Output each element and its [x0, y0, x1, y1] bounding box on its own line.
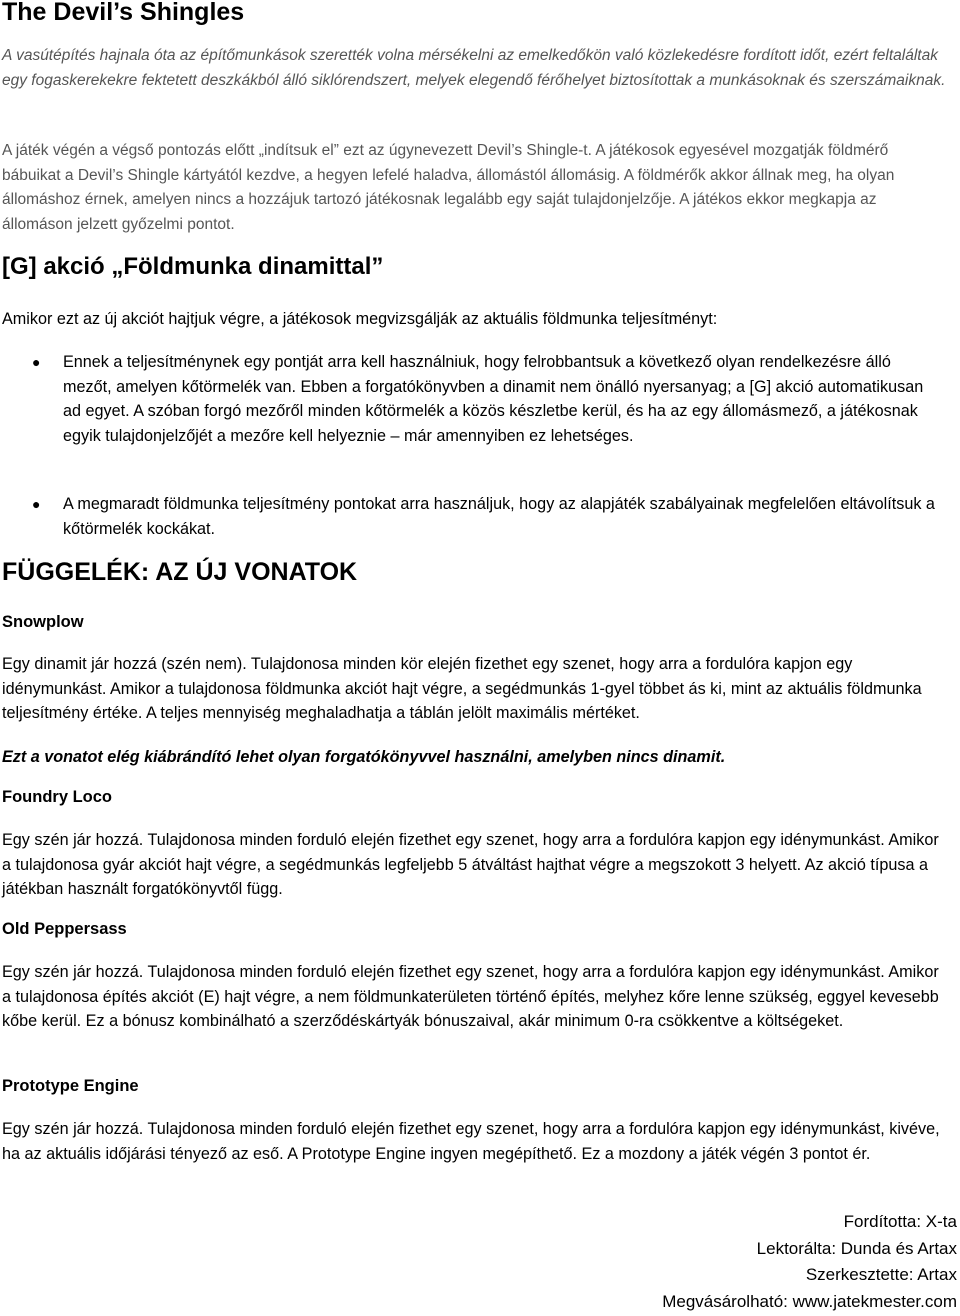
- action-bullet-2: A megmaradt földmunka teljesítmény pontokat arra használjuk, hogy az alapjáték szabályainak megfelelően eltávolítsuk a kőtörmelék kockákat.: [63, 495, 935, 538]
- intro-rules-paragraph: A játék végén a végső pontozás előtt „indítsuk el” ezt az úgynevezett Devil’s Shingle-t. A játékosok egyesével mozgatják földmérő bábuikat a Devil’s Shingle kártyától kezdve, a hegyen lefelé haladva, állomástól állomásig. A földmérők akkor állnak meg, ha olyan állomáshoz érnek, amelyen nincs a hozzájuk tartozó játékosnak legalább egy saját tulajdonjelzője. A játékos ekkor megkapja az állomáson jelzett győzelmi pontot.: [2, 142, 895, 233]
- train-note-snowplow: Ezt a vonatot elég kiábrándító lehet olyan forgatókönyvvel használni, amelyben nincs dinamit.: [2, 748, 726, 766]
- train-name-old-peppersass: Old Peppersass: [2, 920, 127, 938]
- train-text-prototype-engine: Egy szén jár hozzá. Tulajdonosa minden forduló elején fizethet egy szenet, hogy arra a fordulóra kapjon egy idénymunkást, kivéve, ha az aktuális időjárási tényező az eső. A Prototype Engine ingyen megépíthető. Ez a mozdony a játék végén 3 pontot ér.: [2, 1120, 940, 1163]
- train-name-foundry-loco: Foundry Loco: [2, 788, 112, 806]
- appendix-heading: FÜGGELÉK: AZ ÚJ VONATOK: [2, 558, 358, 586]
- credit-proofreader: Lektorálta: Dunda és Artax: [756, 1238, 957, 1258]
- train-name-snowplow: Snowplow: [2, 613, 84, 631]
- credits-block: [662, 1209, 957, 1315]
- train-name-prototype-engine: Prototype Engine: [2, 1077, 139, 1095]
- document-title: The Devil’s Shingles: [2, 0, 245, 26]
- credit-editor: Szerkesztette: Artax: [805, 1265, 957, 1284]
- bullet-dot-icon: ●: [32, 354, 41, 370]
- credit-shop: Megvásárolható: www.jatekmester.com: [662, 1291, 957, 1311]
- credit-translator: Fordította: X-ta: [843, 1212, 957, 1231]
- action-heading: [G] akció „Földmunka dinamittal”: [2, 253, 384, 280]
- train-text-old-peppersass: Egy szén jár hozzá. Tulajdonosa minden forduló elején fizethet egy szenet, hogy arra a fordulóra kapjon egy idénymunkást. Amikor a tulajdonosa építés akciót (E) hajt végre, a nem földmunkaterületen történő építés, melyhez kőre lenne szükség, eggyel kevesebb kőbe kerül. Ez a bónusz kombinálható a szerződéskártyák bónuszaival, akár minimum 0-ra csökkentve a költségeket.: [2, 963, 939, 1031]
- action-lead-paragraph: Amikor ezt az új akciót hajtjuk végre, a játékosok megvizsgálják az aktuális földmunka teljesítményt:: [2, 310, 718, 328]
- bullet-dot-icon: ●: [32, 496, 41, 512]
- intro-italic-paragraph: A vasútépítés hajnala óta az építőmunkások szerették volna mérsékelni az emelkedőkön való közlekedésre fordított időt, ezért feltaláltak egy fogaskerekekre fektetett deszkákból álló siklórendszert, melyek elegendő férőhelyet biztosítottak a munkásoknak és szerszámaiknak.: [2, 47, 946, 89]
- train-text-foundry-loco: Egy szén jár hozzá. Tulajdonosa minden forduló elején fizethet egy szenet, hogy arra a fordulóra kapjon egy idénymunkást. Amikor a tulajdonosa gyár akciót hajt végre, a segédmunkás legfeljebb 5 átváltást hajthat végre a megszokott 3 helyett. Az akció típusa a játékban használt forgatókönyvtől függ.: [2, 831, 939, 899]
- action-bullet-1: Ennek a teljesítménynek egy pontját arra kell használniuk, hogy felrobbantsuk a következő olyan rendelkezésre álló mezőt, amelyen kőtörmelék van. Ebben a forgatókönyvben a dinamit nem önálló nyersanyag; a [G] akció automatikusan ad egyet. A szóban forgó mezőről minden kőtörmelék a közös készletbe kerül, és ha az egy állomásmező, a játékosnak egyik tulajdonjelzőjét a mezőre kell helyeznie – már amennyiben ez lehetséges.: [63, 353, 924, 445]
- train-text-snowplow: Egy dinamit jár hozzá (szén nem). Tulajdonosa minden kör elején fizethet egy szenet, hogy arra a fordulóra kapjon egy idénymunkást. Amikor a tulajdonosa földmunka akciót hajt végre, a segédmunkás 1-gyel többet ás ki, mint az aktuális földmunka teljesítmény értéke. A teljes mennyiség meghaladhatja a táblán jelölt maximális mértéket.: [2, 655, 922, 723]
